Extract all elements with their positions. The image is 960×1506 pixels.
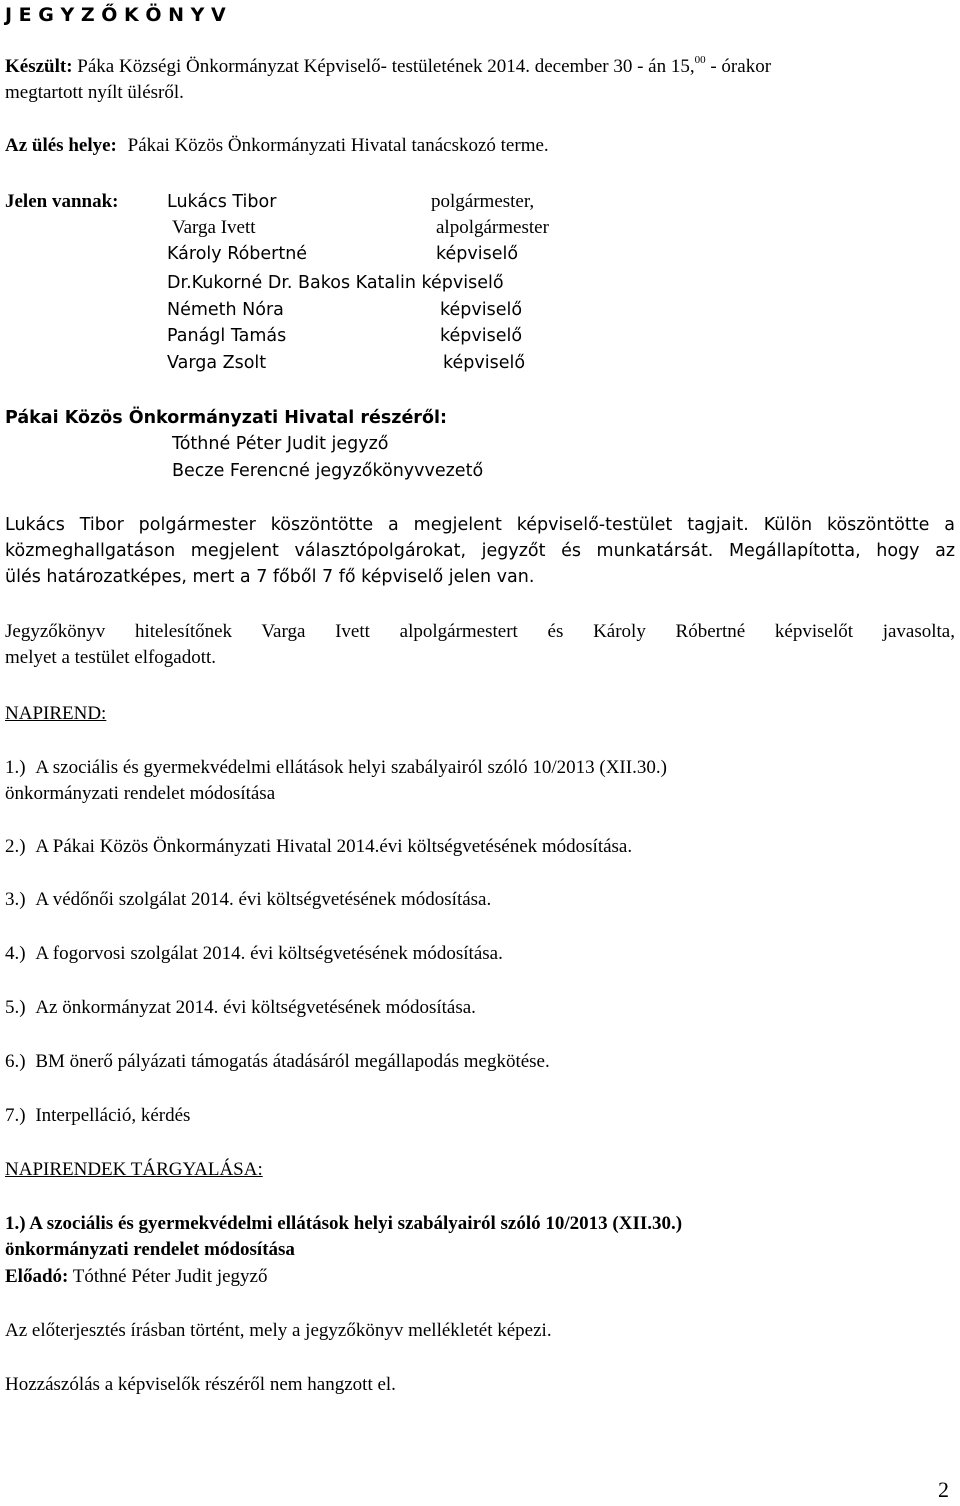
office-person: Tóthné Péter Judit jegyző	[172, 434, 389, 454]
agenda-item-number: 4.)	[5, 943, 26, 964]
intro-line: ülés határozatképes, mert a 7 főből 7 fő képviselő jelen van.	[5, 567, 535, 587]
office-person: Becze Ferencné jegyzőkönyvvezető	[172, 461, 484, 481]
agenda-item-number: 7.)	[5, 1105, 26, 1126]
discussion-item-title: 1.) A szociális és gyermekvédelmi ellátások helyi szabályairól szóló 10/2013 (XII.30.)	[5, 1213, 683, 1234]
made-line-2: megtartott nyílt ülésről.	[5, 82, 184, 103]
member-role: alpolgármester	[436, 217, 549, 238]
member-name: Panágl Tamás	[167, 326, 287, 346]
discussion-text: Az előterjesztés írásban történt, mely a jegyzőkönyv mellékletét képezi.	[5, 1320, 552, 1341]
authenticators-paragraph	[5, 619, 955, 671]
presenter-name: Tóthné Péter Judit jegyző	[72, 1266, 268, 1287]
agenda-item-number: 6.)	[5, 1051, 26, 1072]
member-name: Varga Zsolt	[167, 353, 267, 373]
made-after: - órakor	[705, 56, 772, 77]
made-line	[5, 54, 771, 80]
document-title: J E G Y Z Ő K Ö N Y V	[5, 4, 226, 26]
agenda-item-number: 1.)	[5, 757, 26, 778]
present-label: Jelen vannak:	[5, 191, 119, 212]
agenda-item	[5, 1103, 190, 1129]
agenda-item	[5, 755, 667, 781]
intro-paragraph	[5, 512, 955, 590]
member-role: polgármester,	[431, 191, 535, 212]
agenda-item	[5, 941, 503, 967]
agenda-item-number: 5.)	[5, 997, 26, 1018]
discussion-text: Hozzászólás a képviselők részéről nem hangzott el.	[5, 1374, 396, 1395]
member-role: képviselő	[440, 300, 523, 320]
agenda-heading: NAPIREND:	[5, 703, 107, 724]
venue-label: Az ülés helye:	[5, 135, 117, 156]
agenda-item-continuation: önkormányzati rendelet módosítása	[5, 783, 276, 804]
agenda-item-text: A szociális és gyermekvédelmi ellátások helyi szabályairól szóló 10/2013 (XII.30.)	[35, 757, 667, 778]
made-time-sup: 00	[694, 54, 706, 66]
venue-text: Pákai Közös Önkormányzati Hivatal tanácskozó terme.	[127, 135, 549, 156]
page-number: 2	[938, 1477, 949, 1502]
authenticators-line: melyet a testület elfogadott.	[5, 647, 217, 668]
intro-line: Lukács Tibor polgármester köszöntötte a megjelent képviselő-testület tagjait. Külön köszöntötte a	[5, 515, 955, 535]
member-name: Dr.Kukorné Dr. Bakos Katalin képviselő	[167, 273, 504, 293]
discussion-heading: NAPIRENDEK TÁRGYALÁSA:	[5, 1159, 263, 1180]
agenda-item-text: Az önkormányzat 2014. évi költségvetésének módosítása.	[35, 997, 476, 1018]
member-role: képviselő	[436, 244, 519, 264]
made-label: Készült:	[5, 56, 73, 77]
discussion-item-title-continuation: önkormányzati rendelet módosítása	[5, 1239, 295, 1260]
agenda-item	[5, 995, 476, 1021]
member-name: Németh Nóra	[167, 300, 284, 320]
presenter-line	[5, 1264, 268, 1290]
agenda-item	[5, 887, 491, 913]
member-name: Varga Ivett	[172, 217, 256, 238]
member-name: Lukács Tibor	[167, 192, 277, 212]
agenda-item-text: A fogorvosi szolgálat 2014. évi költségvetésének módosítása.	[35, 943, 503, 964]
office-heading: Pákai Közös Önkormányzati Hivatal részéről:	[5, 408, 447, 428]
member-role: képviselő	[443, 353, 526, 373]
agenda-item-text: A védőnői szolgálat 2014. évi költségvetésének módosítása.	[35, 889, 492, 910]
agenda-item-number: 3.)	[5, 889, 26, 910]
venue-line	[5, 133, 549, 159]
agenda-item-text: BM önerő pályázati támogatás átadásáról megállapodás megkötése.	[35, 1051, 550, 1072]
agenda-item-text: Interpelláció, kérdés	[35, 1105, 191, 1126]
intro-line: közmeghallgatáson megjelent választópolgárokat, jegyzőt és munkatársát. Megállapította, hogy az	[5, 541, 955, 561]
agenda-item	[5, 834, 632, 860]
agenda-item-number: 2.)	[5, 836, 26, 857]
agenda-item-text: A Pákai Közös Önkormányzati Hivatal 2014.évi költségvetésének módosítása.	[35, 836, 633, 857]
agenda-item	[5, 1049, 550, 1075]
made-text: Páka Községi Önkormányzat Képviselő- testületének 2014. december 30 - án 15,	[77, 56, 695, 77]
authenticators-line: Jegyzőkönyv hitelesítőnek Varga Ivett alpolgármestert és Károly Róbertné képviselőt javasolta,	[5, 621, 955, 642]
presenter-label: Előadó:	[5, 1266, 69, 1287]
member-name: Károly Róbertné	[167, 244, 308, 264]
member-role: képviselő	[440, 326, 523, 346]
